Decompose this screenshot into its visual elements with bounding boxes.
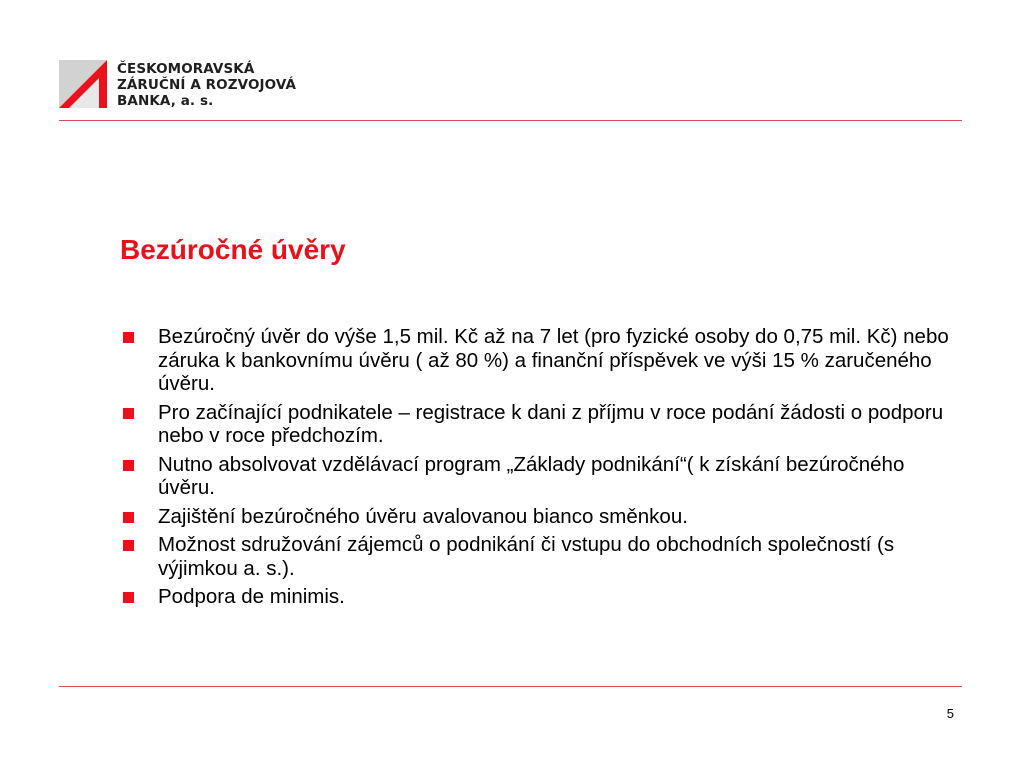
- bullet-text: Bezúročný úvěr do výše 1,5 mil. Kč až na 7 let (pro fyzické osoby do 0,75 mil. Kč) nebo záruka k bankovnímu úvěru ( až 80 %) a finanční příspěvek ve výši 15 % zaručeného úvěru.: [158, 325, 949, 395]
- bullet-square-icon: [123, 592, 134, 603]
- page-number: 5: [946, 706, 954, 721]
- logo-line-3: BANKA, a. s.: [117, 93, 214, 109]
- bullet-text: Možnost sdružování zájemců o podnikání či vstupu do obchodních společností (s výjimkou a. s.).: [158, 533, 895, 580]
- bullet-square-icon: [123, 540, 134, 551]
- bullet-item: [123, 453, 953, 500]
- bullet-text: Nutno absolvovat vzdělávací program „Základy podnikání“( k získání bezúročného úvěru.: [158, 452, 905, 499]
- bullet-text: Zajištění bezúročného úvěru avalovanou bianco směnkou.: [158, 504, 688, 528]
- header-divider: [59, 120, 962, 121]
- bullet-square-icon: [123, 512, 134, 523]
- bullet-text: Pro začínající podnikatele – registrace k dani z příjmu v roce podání žádosti o podporu nebo v roce předchozím.: [158, 400, 944, 447]
- bullet-square-icon: [123, 460, 134, 471]
- bullet-square-icon: [123, 332, 134, 343]
- company-logo-text: [117, 61, 296, 109]
- bullet-list: [123, 325, 953, 614]
- logo-line-1: ČESKOMORAVSKÁ: [117, 61, 255, 77]
- slide-title: Bezúročné úvěry: [120, 234, 346, 265]
- bullet-text: Podpora de minimis.: [158, 585, 345, 608]
- bullet-item: [123, 533, 953, 580]
- bullet-item: [123, 505, 953, 529]
- bullet-item: [123, 585, 953, 609]
- footer-divider: [59, 686, 962, 687]
- logo-line-2: ZÁRUČNÍ A ROZVOJOVÁ: [117, 77, 297, 93]
- bullet-square-icon: [123, 408, 134, 419]
- company-logo-mark: [59, 60, 107, 108]
- bullet-item: [123, 325, 953, 396]
- bullet-item: [123, 401, 953, 448]
